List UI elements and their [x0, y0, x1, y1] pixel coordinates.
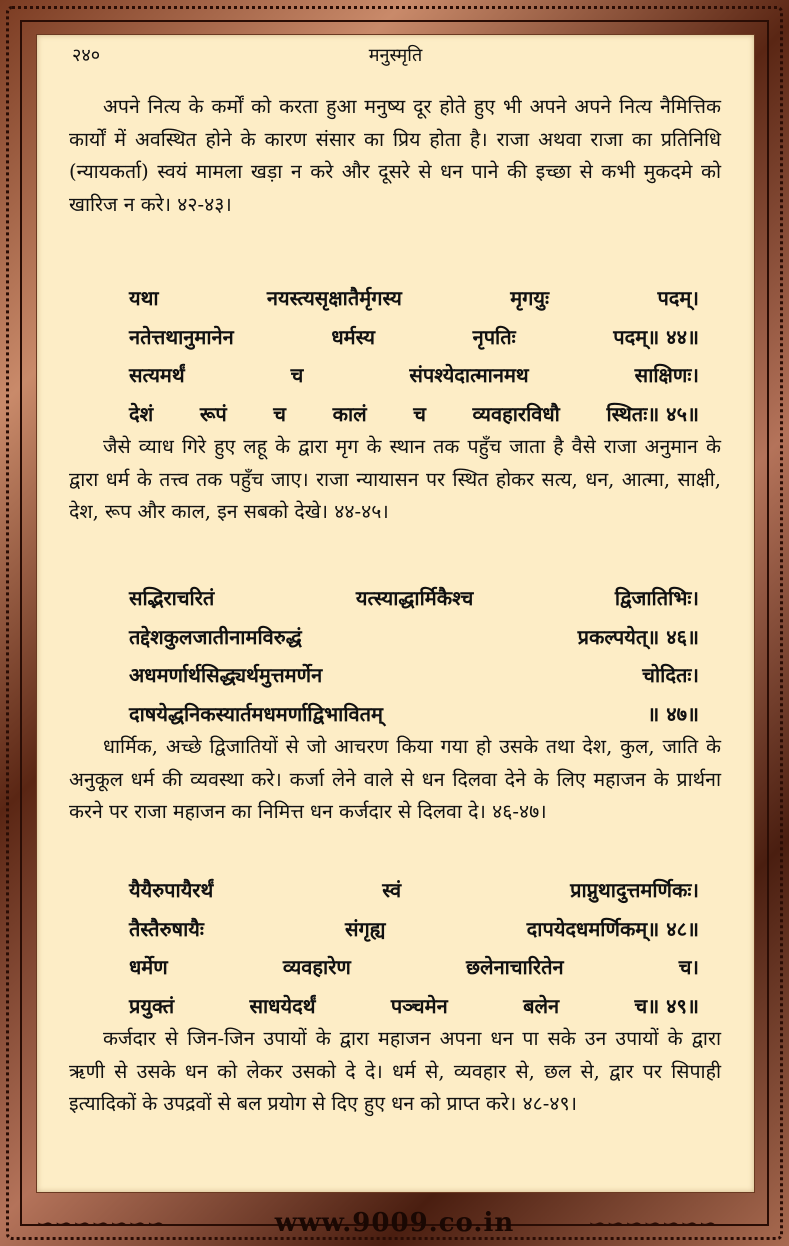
verse-word: च॥ ४९॥ [634, 993, 699, 1018]
verse-line [129, 395, 699, 434]
verse-word: स्थितः॥ ४५॥ [606, 401, 699, 426]
verse-word: नतेत्तथानुमानेन [129, 324, 234, 349]
verse-word: नृपतिः [472, 324, 516, 349]
prose-paragraph-4: कर्जदार से जिन-जिन उपायों के द्वारा महाजन अपना धन पा सके उन उपायों के द्वारा ऋणी से उसके धन को लेकर उसको दे दे। धर्म से, व्यवहार से, छल से, द्वार पर सिपाही इत्यादिकों के उपद्रवों से बल प्रयोग से दिए हुए धन को प्राप्त करे। ४८-४९। [69, 1027, 721, 1115]
verse-word: तद्देशकुलजातीनामविरुद्धं [129, 624, 302, 649]
verse-word: चोदितः। [642, 663, 699, 687]
prose-paragraph-1: अपने नित्य के कर्मों को करता हुआ मनुष्य दूर होते हुए भी अपने अपने नित्य नैमित्तिक कार्यों में अवस्थित होने के कारण संसार का प्रिय होता है। राजा अथवा राजा का प्रतिनिधि (न्यायकर्ता) स्वयं मामला खड़ा न करे और दूसरे से धन पाने की इच्छा से कभी मुकदमे को खारिज न करे। ४२-४३। [69, 95, 721, 216]
verse-word: संगृह्य [345, 916, 386, 941]
verse-word: दाषयेद्धनिकस्यार्तमधमर्णाद्विभावितम् [129, 701, 383, 726]
scroll-ornament-left: ∽∽∽∽∽∽∽ [36, 1212, 166, 1237]
verse-word: अधमर्णार्थसिद्ध्यर्थमुत्तमर्णेन [129, 663, 323, 687]
verse-word: देशं [129, 401, 154, 426]
verse-word: प्रकल्पयेत्॥ ४६॥ [577, 624, 699, 649]
verse-word: नयस्त्यसृक्षातैर्मृगस्य [266, 286, 402, 310]
verse-word: द्विजातिभिः। [614, 586, 699, 610]
verse-line [129, 279, 699, 318]
verse-word: च [290, 363, 304, 387]
verse-line [129, 356, 699, 395]
verse-word: साक्षिणः। [634, 363, 699, 387]
verse-word: यत्स्याद्धार्मिकैश्च [355, 586, 474, 610]
verse-word: पञ्चमेन [390, 993, 448, 1018]
verse-word: पदम्। [657, 286, 699, 310]
verse-word: तैस्तैरुषायैः [129, 916, 204, 941]
verse-word: यैयैरुपायैरर्थं [129, 878, 214, 902]
verse-word: पदम्॥ ४४॥ [613, 324, 699, 349]
verse-word: धर्मस्य [331, 324, 375, 349]
page [36, 34, 755, 1193]
verse-line [129, 871, 699, 910]
verse-block-2 [129, 579, 699, 733]
verse-word: व्यवहारेण [282, 955, 351, 979]
verse-word: दापयेदधमर्णिकम्॥ ४८॥ [526, 916, 699, 941]
verse-word: यथा [129, 286, 159, 310]
verse-line [129, 987, 699, 1026]
prose-paragraph-2: जैसे व्याध गिरे हुए लहू के द्वारा मृग के स्थान तक पहुँच जाता है वैसे राजा अनुमान के द्वारा धर्म के तत्त्व तक पहुँच जाए। राजा न्यायासन पर स्थित होकर सत्य, धन, आत्मा, साक्षी, देश, रूप और काल, इन सबको देखे। ४४-४५। [69, 435, 721, 523]
verse-line [129, 318, 699, 357]
verse-word: सत्यमर्थं [129, 363, 185, 387]
verse-word: प्रयुक्तं [129, 993, 175, 1018]
verse-line [129, 948, 699, 987]
verse-line [129, 618, 699, 657]
verse-word: व्यवहारविधौ [472, 401, 560, 426]
verse-block-3 [129, 871, 699, 1025]
verse-line [129, 579, 699, 618]
verse-word: कालं [332, 401, 367, 426]
verse-line [129, 910, 699, 949]
verse-word: च। [678, 955, 699, 979]
page-number: २४० [72, 45, 101, 66]
verse-word: स्वं [382, 878, 402, 902]
page-header [37, 43, 754, 67]
verse-word: छलेनाचारितेन [465, 955, 564, 979]
verse-word: सद्भिराचरितं [129, 586, 215, 610]
verse-word: धर्मेण [129, 955, 168, 979]
verse-line [129, 695, 699, 734]
verse-word: च [273, 401, 286, 426]
prose-paragraph-3: धार्मिक, अच्छे द्विजातियों से जो आचरण किया गया हो उसके तथा देश, कुल, जाति के अनुकूल धर्म की व्यवस्था करे। कर्जा लेने वाले से धन दिलवा देने के लिए महाजन के प्रार्थना करने पर राजा महाजन का निमित्त धन कर्जदार से दिलवा दे। ४६-४७। [69, 735, 721, 823]
verse-word: च [413, 401, 426, 426]
footer-website-url: www.9009.co.in [274, 1208, 515, 1238]
book-title: मनुस्मृति [368, 45, 423, 66]
verse-word: ॥ ४७॥ [647, 701, 699, 726]
verse-block-1 [129, 279, 699, 433]
verse-word: बलेन [523, 993, 560, 1018]
verse-word: साधयेदर्थं [249, 993, 316, 1018]
scroll-ornament-right: ∽∽∽∽∽∽∽ [588, 1212, 718, 1237]
verse-word: प्राप्नुथादुत्तमर्णिकः। [570, 878, 699, 902]
verse-word: संपश्येदात्मानमथ [409, 363, 529, 387]
verse-line [129, 656, 699, 695]
verse-word: मृगयुः [510, 286, 550, 310]
verse-word: रूपं [199, 401, 227, 426]
